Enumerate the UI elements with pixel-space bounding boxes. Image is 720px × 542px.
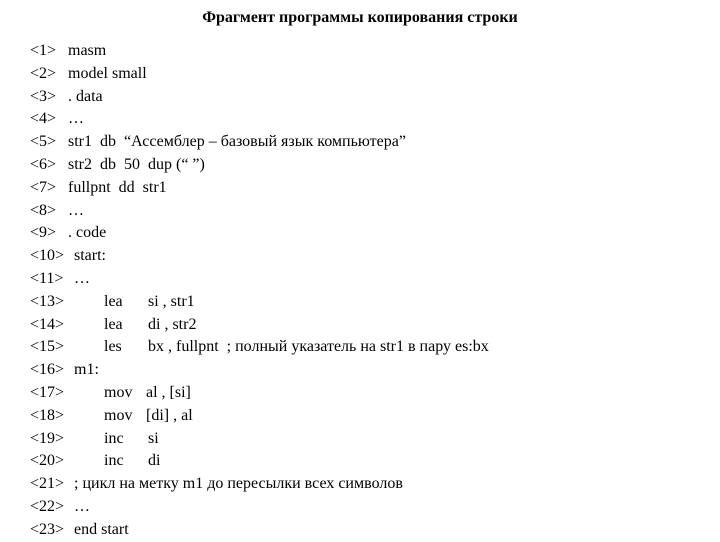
line-opcode: lea [104, 315, 123, 333]
code-line [30, 291, 710, 314]
code-line [30, 108, 710, 131]
code-line [30, 222, 710, 245]
line-number: <20> [30, 452, 65, 470]
line-number: <17> [30, 383, 65, 401]
line-number: <3> [30, 87, 57, 105]
line-number: <22> [30, 497, 65, 515]
code-line [30, 245, 710, 268]
line-number: <18> [30, 406, 65, 424]
code-line [30, 63, 710, 86]
line-text: … [74, 269, 90, 287]
line-number: <2> [30, 64, 57, 82]
line-operands: di , str2 [148, 315, 197, 333]
line-text: masm [68, 42, 107, 59]
code-line [30, 154, 710, 177]
code-line [30, 473, 710, 496]
code-line [30, 336, 710, 359]
line-number: <13> [30, 292, 65, 310]
line-number: <16> [30, 361, 65, 379]
line-text: str1 db “Ассемблер – базовый язык компьютера” [68, 133, 406, 151]
line-opcode: inc [104, 429, 124, 447]
line-number: <8> [30, 201, 57, 219]
line-text: … [68, 201, 84, 219]
code-listing [30, 40, 710, 542]
line-number: <21> [30, 475, 65, 493]
line-number: <11> [30, 269, 64, 287]
line-operands: bx , fullpnt ; полный указатель на str1 в пару es:bx [148, 338, 489, 356]
line-number: <7> [30, 178, 57, 196]
code-line [30, 40, 710, 63]
page-title: Фрагмент программы копирования строки [202, 9, 518, 26]
line-text: … [74, 497, 90, 515]
line-opcode: inc [104, 452, 124, 470]
code-line [30, 428, 710, 451]
code-line [30, 496, 710, 519]
code-line [30, 200, 710, 223]
line-operands: [di] , al [146, 406, 193, 424]
line-text: . data [68, 87, 103, 105]
line-number: <15> [30, 338, 65, 356]
code-line [30, 314, 710, 337]
line-number: <6> [30, 155, 57, 173]
line-text: str2 db 50 dup (“ ”) [68, 155, 205, 173]
code-line [30, 177, 710, 200]
line-opcode: les [104, 338, 122, 356]
line-number: <9> [30, 224, 57, 242]
code-line [30, 405, 710, 428]
line-number: <14> [30, 315, 65, 333]
line-text: fullpnt dd str1 [68, 178, 167, 196]
line-text: start: [74, 247, 106, 265]
code-line [30, 382, 710, 405]
line-number: <1> [30, 42, 57, 59]
line-operands: di [148, 452, 161, 470]
line-number: <23> [30, 520, 65, 538]
code-line [30, 450, 710, 473]
line-opcode: mov [104, 406, 133, 424]
code-line [30, 131, 710, 154]
line-operands: si , str1 [148, 292, 195, 310]
line-number: <19> [30, 429, 65, 447]
code-line [30, 86, 710, 109]
line-opcode: lea [104, 292, 123, 310]
line-text: … [68, 110, 84, 128]
line-number: <5> [30, 133, 57, 151]
code-line [30, 519, 710, 542]
line-text: end start [74, 520, 129, 538]
line-number: <10> [30, 247, 65, 265]
line-number: <4> [30, 110, 57, 128]
line-text: ; цикл на метку m1 до пересылки всех символов [74, 475, 403, 493]
line-text: model small [68, 64, 147, 82]
line-text: . code [68, 224, 107, 242]
line-operands: al , [si] [146, 383, 191, 401]
line-operands: si [148, 429, 159, 447]
code-line [30, 359, 710, 382]
line-opcode: mov [104, 383, 133, 401]
code-line [30, 268, 710, 291]
line-text: m1: [74, 361, 99, 379]
